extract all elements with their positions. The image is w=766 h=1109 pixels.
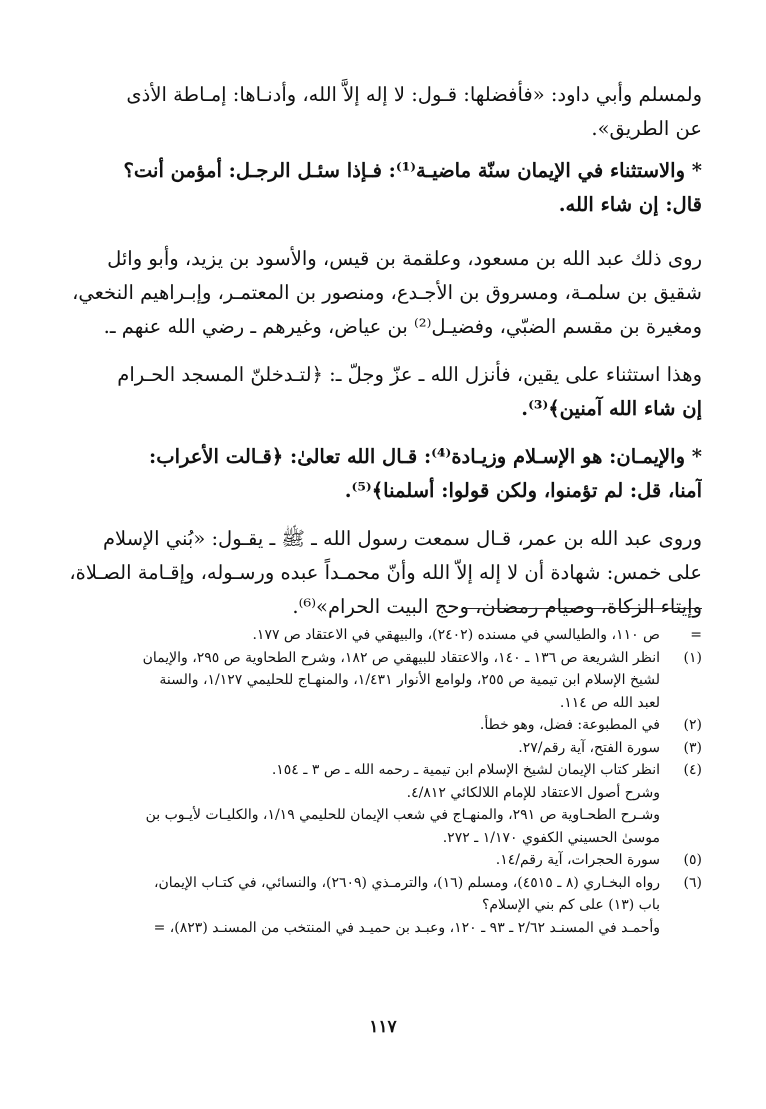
paragraph-1 — [64, 78, 702, 146]
text-line: إن شاء الله آمنين﴾⁽³⁾. — [521, 397, 702, 420]
footnote-text — [64, 737, 660, 760]
footnote-text — [64, 714, 660, 737]
footnote — [64, 714, 702, 737]
footnote-continuation — [64, 782, 702, 805]
text-line: وشرح أصول الاعتقاد للإمام اللالكائي ٤/٨١٢. — [406, 784, 660, 801]
footnote-text — [64, 782, 660, 805]
footnotes — [64, 624, 702, 939]
text-line: روى ذلك عبد الله بن مسعود، وعلقمة بن قيس، والأسود بن يزيد، وأبو وائل — [107, 247, 702, 270]
text-line: وإيتاء الزكاة، وصيام رمضان، وحج البيت الحرام»⁽⁶⁾. — [292, 595, 702, 618]
text-line: رواه البخـاري (٨ ـ ٤٥١٥)، ومسلم (١٦)، والترمـذي (٢٦٠٩)، والنسائي، في كتـاب الإيمان، — [153, 874, 660, 891]
text-line: ص ١١٠، والطيالسي في مسنده (٢٤٠٢)، والبيهقي في الاعتقاد ص ١٧٧. — [252, 627, 660, 643]
text-line: موسىٰ الحسيني الكفوي ١/١٧٠ ـ ٢٧٢. — [442, 829, 660, 846]
text-line: ولمسلم وأبي داود: «فأفضلها: قـول: لا إله إلاَّ الله، وأدنـاها: إمـاطة الأذى — [126, 83, 702, 106]
footnote-divider — [464, 608, 702, 609]
footnote-continuation — [64, 917, 702, 940]
text-line: انظر كتاب الإيمان لشيخ الإسلام ابن تيمية ـ رحمه الله ـ ص ٣ ـ ١٥٤. — [271, 762, 660, 778]
text-line: وشـرح الطحـاوية ص ٢٩١، والمنهـاج في شعب الإيمان للحليمي ١/١٩، والكليـات لأيـوب بن — [145, 807, 660, 823]
text-line: سورة الفتح، آية رقم/٢٧. — [518, 739, 660, 756]
text-line: ومغيرة بن مقسم الضبّي، وفضيـل⁽²⁾ بن عياض، وغيرهم ـ رضي الله عنهم ـ. — [103, 315, 702, 338]
footnote-number: = — [690, 627, 702, 643]
footnote-number: (٣) — [683, 739, 702, 756]
footnote-number: (٦) — [683, 874, 702, 891]
footnote-text — [64, 647, 660, 715]
text-line: وروى عبد الله بن عمر، قـال سمعت رسول الله ـ ﷺ ـ يقـول: «بُني الإسلام — [102, 527, 702, 550]
text-line: لشيخ الإسلام ابن تيمية ص ٢٥٥، ولوامع الأنوار ١/٤٣١، والمنهـاج للحليمي ١/١٢٧، والسنة — [159, 672, 660, 688]
text-line: وهذا استثناء على يقين، فأنزل الله ـ عزّ وجلّ ـ: ﴿لتـدخلنّ المسجد الحـرام — [117, 363, 702, 386]
footnote — [64, 737, 702, 760]
footnote — [64, 624, 702, 647]
text-line: عن الطريق». — [591, 117, 702, 140]
footnote-number: (١) — [683, 649, 702, 666]
text-line: * والإيمـان: هو الإسـلام وزيـادة⁽⁴⁾: قـال الله تعالىٰ: ﴿قـالت الأعراب: — [149, 445, 702, 468]
text-line: انظر الشريعة ص ١٣٦ ـ ١٤٠، والاعتقاد للبيهقي ص ١٨٢، وشرح الطحاوية ص ٢٩٥، والإيمان — [142, 649, 660, 666]
text-line: قال: إن شاء الله. — [558, 193, 702, 216]
paragraph-4 — [64, 358, 702, 426]
footnote-number: (٥) — [683, 852, 702, 868]
footnote-text — [64, 804, 660, 849]
text-line: * والاستثناء في الإيمان سنّة ماضيـة⁽¹⁾: فـإذا سئـل الرجـل: أمؤمن أنت؟ — [123, 159, 702, 182]
text-line: على خمس: شهادة أن لا إله إلاّ الله وأنّ محمـداً عبده ورسـوله، وإقـامة الصـلاة، — [69, 561, 702, 584]
footnote-text — [64, 849, 660, 872]
paragraph-3 — [64, 242, 702, 344]
text-line: وأحمـد في المسنـد ٢/٦٢ ـ ٩٣ ـ ١٢٠، وعبـد بن حميـد في المنتخب من المسنـد (٨٢٣)، = — [153, 919, 660, 936]
footnote — [64, 647, 702, 715]
footnote — [64, 849, 702, 872]
footnote-text — [64, 917, 660, 940]
footnote-text — [64, 872, 660, 917]
text-line: لعبد الله ص ١١٤. — [559, 694, 660, 711]
footnote-continuation — [64, 804, 702, 849]
paragraph-5-heading — [64, 440, 702, 508]
text-line: شقيق بن سلمـة، ومسروق بن الأجـدع، ومنصور بن المعتمـر، وإبـراهيم النخعي، — [72, 281, 702, 304]
text-line: آمنا، قل: لم تؤمنوا، ولكن قولوا: أسلمنا﴾⁽⁵⁾. — [344, 479, 702, 502]
footnote — [64, 759, 702, 782]
text-line: في المطبوعة: فضل، وهو خطأ. — [479, 717, 660, 733]
footnote — [64, 872, 702, 917]
footnote-number: (٤) — [683, 762, 702, 778]
paragraph-2-heading — [64, 154, 702, 222]
text-line: باب (١٣) على كم بني الإسلام؟ — [481, 897, 660, 913]
footnote-text — [64, 624, 660, 647]
page-number: ١١٧ — [369, 1017, 397, 1037]
footnote-text — [64, 759, 660, 782]
footnote-number: (٢) — [683, 717, 702, 733]
text-line: سورة الحجرات، آية رقم/١٤. — [495, 852, 660, 868]
